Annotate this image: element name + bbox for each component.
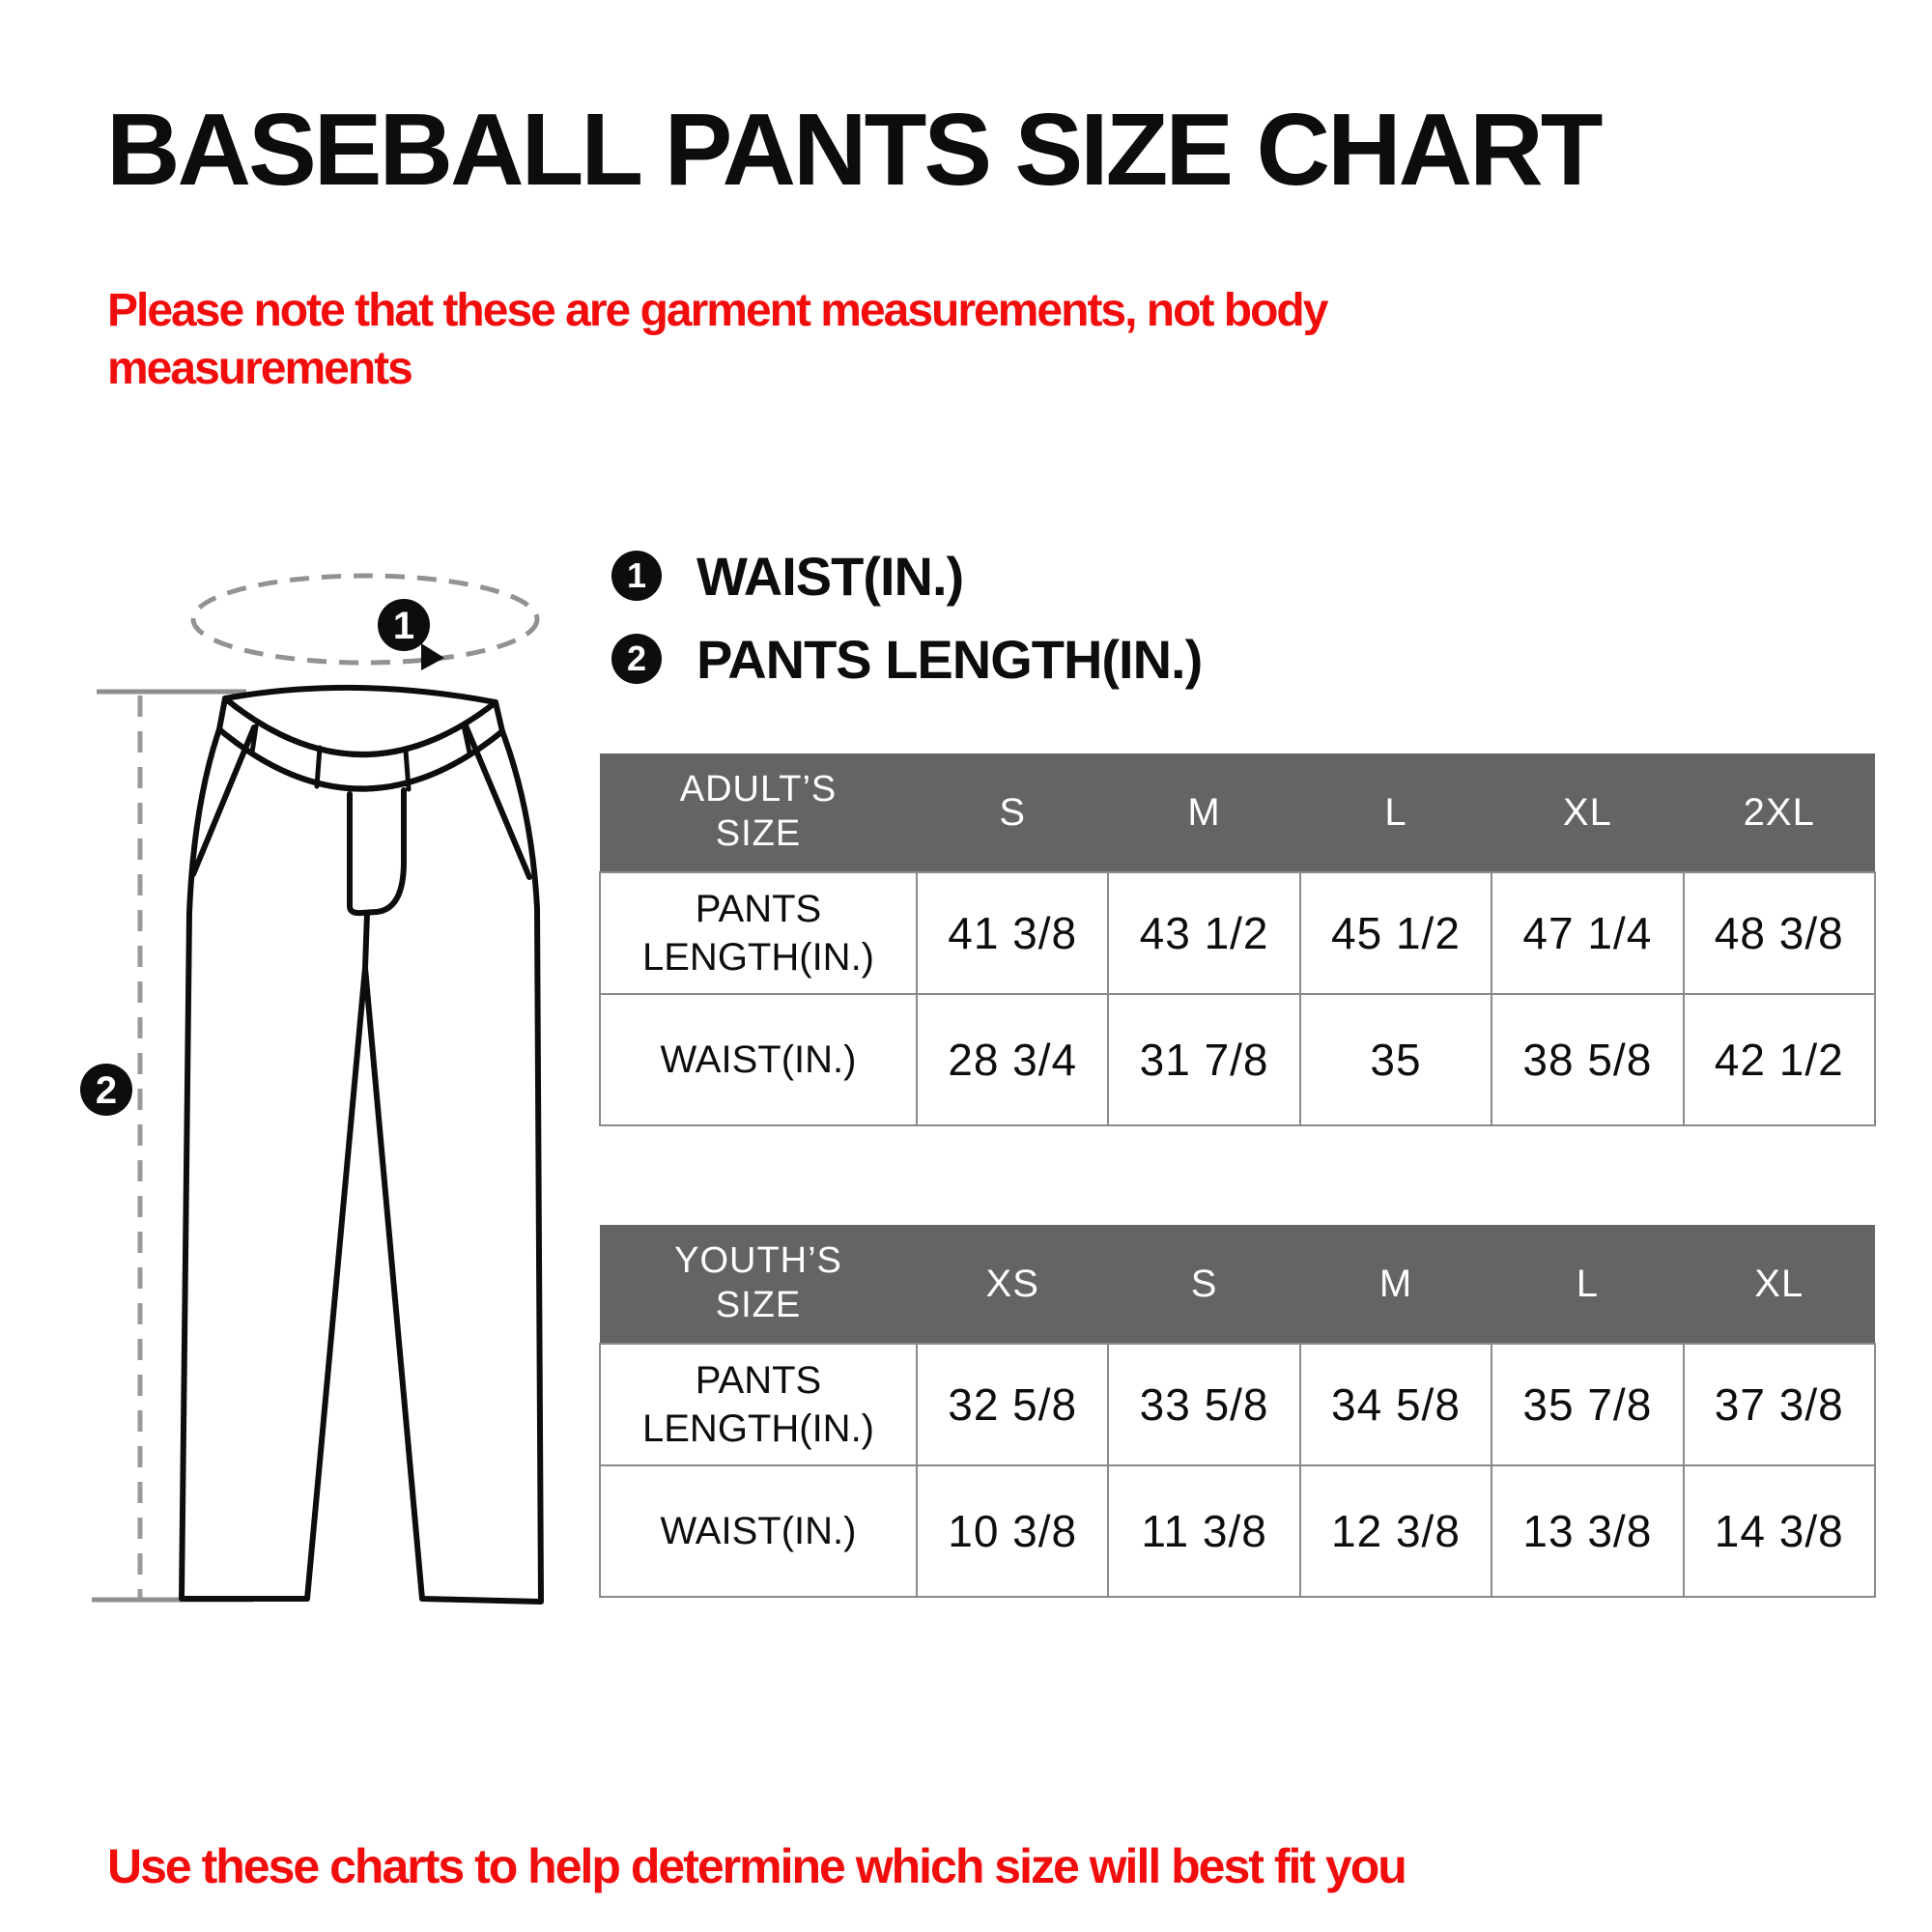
page-title: BASEBALL PANTS SIZE CHART — [106, 93, 1601, 207]
column-header: 2XL — [1684, 753, 1875, 872]
table-cell: 47 1/4 — [1492, 872, 1683, 994]
pants-outline — [182, 688, 541, 1602]
svg-text:2: 2 — [95, 1069, 118, 1112]
footer-text: Use these charts to help determine which size will best fit you — [107, 1839, 1406, 1893]
legend-item-waist — [611, 545, 1202, 607]
legend-length-label: PANTS LENGTH(IN.) — [696, 628, 1203, 690]
table-cell: 37 3/8 — [1684, 1344, 1875, 1465]
table-cell: 10 3/8 — [917, 1465, 1108, 1597]
table-cell: 41 3/8 — [917, 872, 1108, 994]
legend-marker-1-badge: 1 — [611, 551, 662, 601]
table-cell: 12 3/8 — [1300, 1465, 1492, 1597]
column-header: S — [1108, 1225, 1299, 1344]
table-cell: 34 5/8 — [1300, 1344, 1492, 1465]
waist-marker-badge — [378, 599, 430, 651]
youths-size-table — [599, 1225, 1876, 1598]
table-cell: 35 7/8 — [1492, 1344, 1683, 1465]
table-cell: 35 — [1300, 994, 1492, 1125]
table-cell: 42 1/2 — [1684, 994, 1875, 1125]
column-header: XL — [1684, 1225, 1875, 1344]
waist-measure-ellipse — [193, 576, 537, 663]
legend-marker-2-badge: 2 — [611, 634, 662, 684]
svg-text:1: 1 — [392, 605, 415, 647]
table-cell: 33 5/8 — [1108, 1344, 1299, 1465]
youths-size-header: YOUTH’S SIZE — [600, 1225, 917, 1344]
table-row — [600, 994, 1875, 1125]
length-marker-badge — [80, 1064, 132, 1116]
pants-fly — [350, 790, 404, 913]
adults-size-table — [599, 753, 1876, 1126]
youths-header-row — [600, 1225, 1875, 1344]
column-header: S — [917, 753, 1108, 872]
table-cell: 48 3/8 — [1684, 872, 1875, 994]
column-header: M — [1300, 1225, 1492, 1344]
column-header: M — [1108, 753, 1299, 872]
table-cell: 11 3/8 — [1108, 1465, 1299, 1597]
table-cell: 31 7/8 — [1108, 994, 1299, 1125]
waist-arrow-icon — [421, 643, 444, 670]
adults-header-row — [600, 753, 1875, 872]
row-label: WAIST(IN.) — [600, 1465, 917, 1597]
table-cell: 14 3/8 — [1684, 1465, 1875, 1597]
table-row — [600, 872, 1875, 994]
table-row — [600, 1344, 1875, 1465]
table-cell: 32 5/8 — [917, 1344, 1108, 1465]
row-label: PANTS LENGTH(IN.) — [600, 1344, 917, 1465]
legend-waist-label: WAIST(IN.) — [696, 545, 964, 607]
table-cell: 45 1/2 — [1300, 872, 1492, 994]
column-header: L — [1492, 1225, 1683, 1344]
table-cell: 38 5/8 — [1492, 994, 1683, 1125]
crotch-seam — [365, 913, 367, 968]
adults-size-header: ADULT’S SIZE — [600, 753, 917, 872]
table-cell: 28 3/4 — [917, 994, 1108, 1125]
column-header: L — [1300, 753, 1492, 872]
column-header: XS — [917, 1225, 1108, 1344]
table-row — [600, 1465, 1875, 1597]
table-cell: 13 3/8 — [1492, 1465, 1683, 1597]
table-cell: 43 1/2 — [1108, 872, 1299, 994]
row-label: PANTS LENGTH(IN.) — [600, 872, 917, 994]
row-label: WAIST(IN.) — [600, 994, 917, 1125]
column-header: XL — [1492, 753, 1683, 872]
legend-item-length — [611, 628, 1203, 690]
measurement-legend — [611, 545, 1203, 717]
garment-note-text: Please note that these are garment measurements, not body measurements — [107, 285, 1327, 395]
